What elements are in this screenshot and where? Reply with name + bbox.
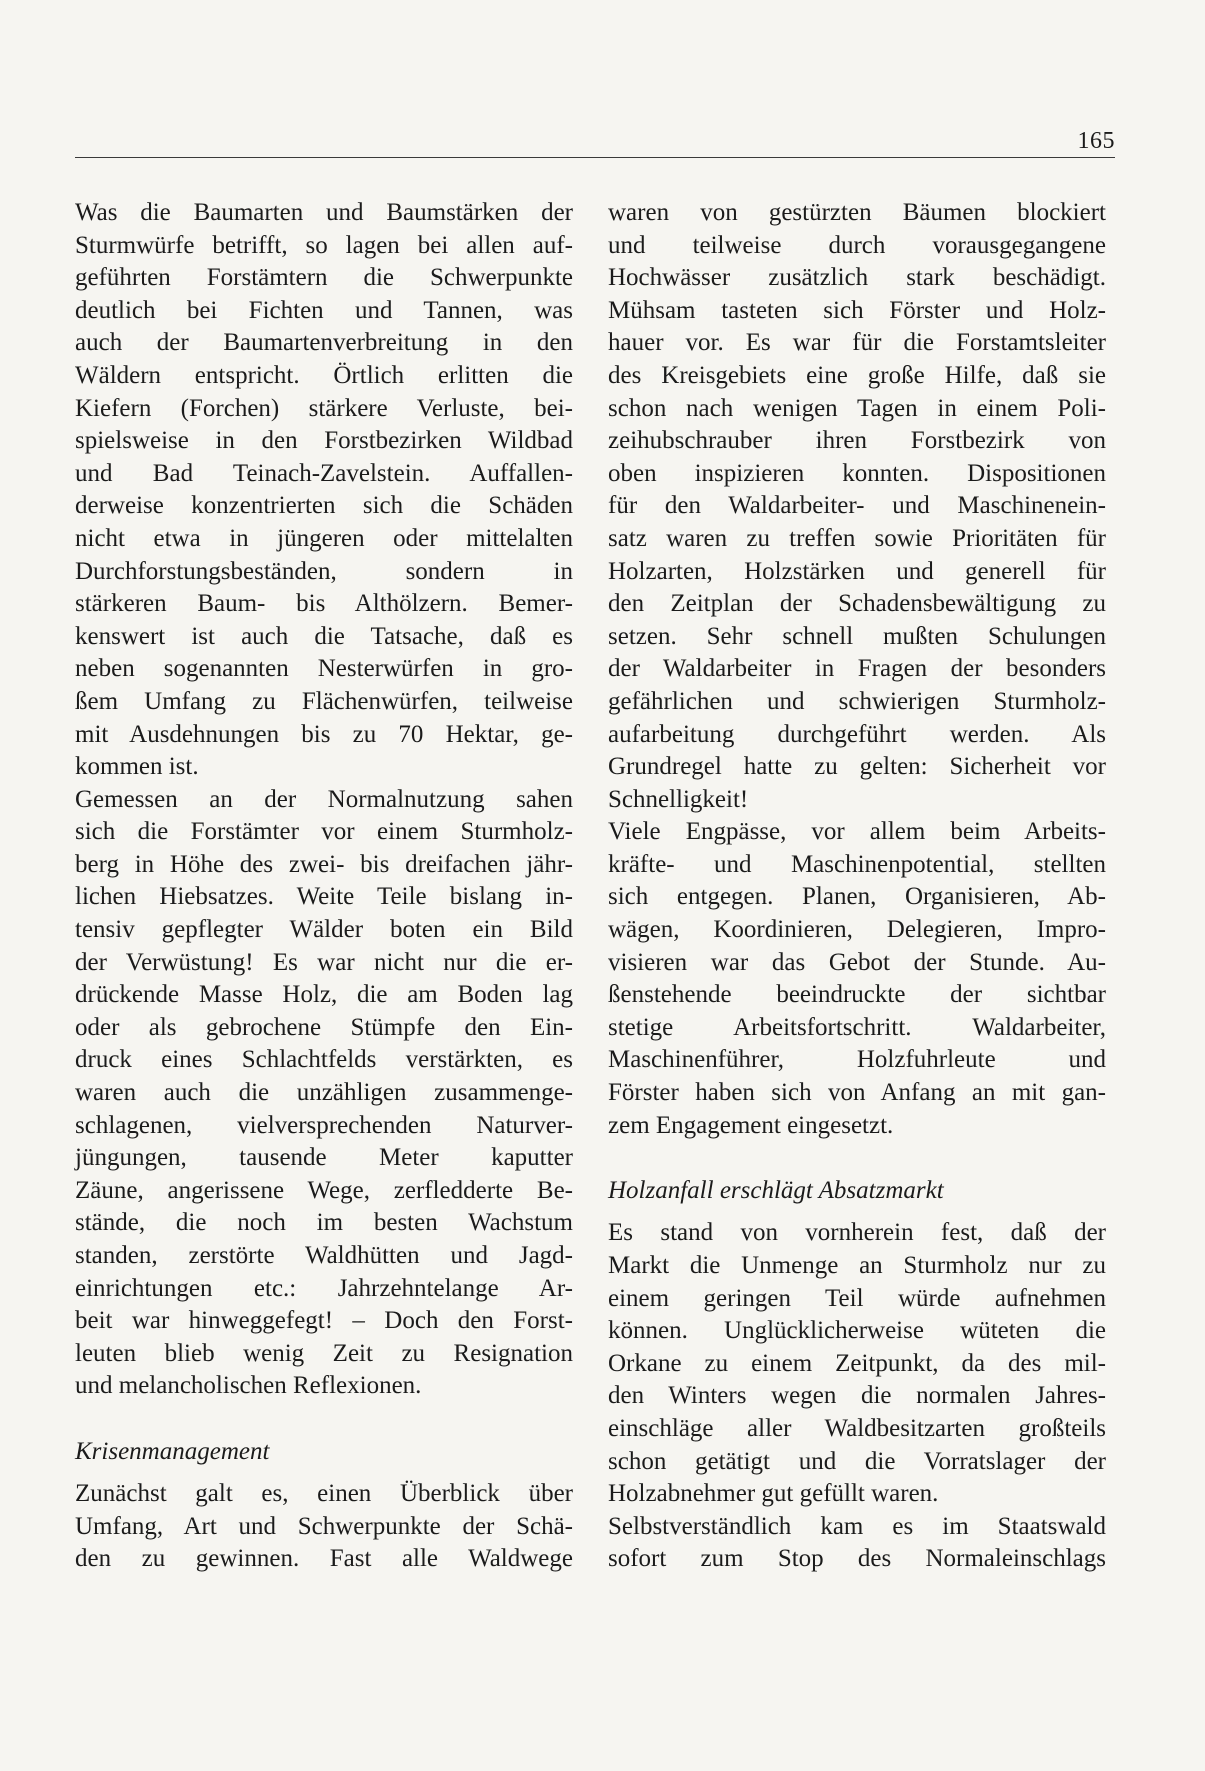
text-line: können. Unglücklicherweise wüteten die	[608, 1317, 1106, 1345]
text-line: einrichtungen etc.: Jahrzehntelange Ar-	[75, 1274, 573, 1302]
left-paragraph-3	[75, 1478, 573, 1576]
text-line: Gemessen an der Normalnutzung sahen	[75, 785, 573, 813]
text-line: Kiefern (Forchen) stärkere Verluste, bei-	[75, 394, 573, 422]
heading-gap	[608, 1207, 1106, 1217]
text-line: geführten Forstämtern die Schwerpunkte	[75, 264, 573, 292]
text-line: jüngungen, tausende Meter kaputter	[75, 1144, 573, 1172]
text-line: Hochwässer zusätzlich stark beschädigt.	[608, 264, 1106, 292]
text-line: einschläge aller Waldbesitzarten großteils	[608, 1414, 1106, 1442]
text-line: Es stand von vornherein fest, daß der	[608, 1219, 1106, 1247]
text-line: Orkane zu einem Zeitpunkt, da des mil-	[608, 1349, 1106, 1377]
text-line: ßem Umfang zu Flächenwürfen, teilweise	[75, 687, 573, 715]
page-number: 165	[1077, 128, 1115, 154]
header-rule	[75, 157, 1115, 158]
text-line: Wäldern entspricht. Örtlich erlitten die	[75, 361, 573, 389]
text-line: sich entgegen. Planen, Organisieren, Ab-	[608, 883, 1106, 911]
text-line: setzen. Sehr schnell mußten Schulungen	[608, 622, 1106, 650]
text-line: druck eines Schlachtfelds verstärkten, es	[75, 1046, 573, 1074]
text-line: beit war hinweggefegt! – Doch den Forst-	[75, 1307, 573, 1335]
text-line: Maschinenführer, Holzfuhrleute und	[608, 1046, 1106, 1074]
text-line: derweise konzentrierten sich die Schäden	[75, 492, 573, 520]
text-line: für den Waldarbeiter- und Maschinenein-	[608, 492, 1106, 520]
text-line: Sturmwürfe betrifft, so lagen bei allen auf-	[75, 231, 573, 259]
text-line: der Verwüstung! Es war nicht nur die er-	[75, 948, 573, 976]
text-line: waren auch die unzähligen zusammenge-	[75, 1079, 573, 1107]
text-line: zeihubschrauber ihren Forstbezirk von	[608, 427, 1106, 455]
text-line: Umfang, Art und Schwerpunkte der Schä-	[75, 1512, 573, 1540]
text-line: stände, die noch im besten Wachstum	[75, 1209, 573, 1237]
text-line: kräfte- und Maschinenpotential, stellten	[608, 850, 1106, 878]
text-line: Markt die Unmenge an Sturmholz nur zu	[608, 1252, 1106, 1279]
text-line: den zu gewinnen. Fast alle Waldwege	[75, 1545, 573, 1573]
text-line: deutlich bei Fichten und Tannen, was	[75, 296, 573, 324]
text-line: Viele Engpässe, vor allem beim Arbeits-	[608, 818, 1106, 846]
text-line: satz waren zu treffen sowie Prioritäten für	[608, 524, 1106, 552]
text-line: den Zeitplan der Schadensbewältigung zu	[608, 590, 1106, 618]
text-line: hauer vor. Es war für die Forstamtsleiter	[608, 329, 1106, 357]
text-line: Schnelligkeit!	[608, 785, 749, 813]
text-line: und melancholischen Reflexionen.	[75, 1372, 422, 1400]
text-line: Durchforstungsbeständen, sondern in	[75, 557, 573, 585]
paragraph-gap	[75, 1403, 573, 1436]
right-column	[608, 197, 1106, 1576]
text-line: zem Engagement eingesetzt.	[608, 1111, 894, 1139]
text-line: Holzabnehmer gut gefüllt waren.	[608, 1480, 939, 1508]
text-line: oben inspizieren konnten. Dispositionen	[608, 459, 1106, 487]
left-column	[75, 197, 573, 1576]
text-line: lichen Hiebsatzes. Weite Teile bislang in-	[75, 883, 573, 911]
right-paragraph-2	[608, 816, 1106, 1142]
text-line: wägen, Koordinieren, Delegieren, Impro-	[608, 916, 1106, 944]
text-line: einem geringen Teil würde aufnehmen	[608, 1284, 1106, 1312]
left-paragraph-1	[75, 197, 573, 784]
heading-gap	[75, 1468, 573, 1478]
text-line: berg in Höhe des zwei- bis dreifachen jähr-	[75, 850, 573, 878]
text-line: schlagenen, vielversprechenden Naturver-	[75, 1111, 573, 1139]
text-line: standen, zerstörte Waldhütten und Jagd-	[75, 1242, 573, 1269]
section-heading-holzanfall: Holzanfall erschlägt Absatzmarkt	[608, 1176, 944, 1204]
text-line: Zäune, angerissene Wege, zerfledderte Be-	[75, 1176, 573, 1204]
text-line: Mühsam tasteten sich Förster und Holz-	[608, 296, 1106, 324]
text-line: gefährlichen und schwierigen Sturmholz-	[608, 687, 1106, 715]
text-line: nicht etwa in jüngeren oder mittelalten	[75, 524, 573, 552]
text-line: Grundregel hatte zu gelten: Sicherheit vor	[608, 753, 1106, 781]
text-line: ßenstehende beeindruckte der sichtbar	[608, 981, 1106, 1009]
text-line: tensiv gepflegter Wälder boten ein Bild	[75, 916, 573, 944]
text-line: Selbstverständlich kam es im Staatswald	[608, 1512, 1106, 1540]
text-line: spielsweise in den Forstbezirken Wildbad	[75, 427, 573, 455]
text-line: Zunächst galt es, einen Überblick über	[75, 1480, 573, 1508]
text-line: der Waldarbeiter in Fragen der besonders	[608, 655, 1106, 683]
text-line: visieren war das Gebot der Stunde. Au-	[608, 948, 1106, 976]
text-line: und teilweise durch vorausgegangene	[608, 231, 1106, 259]
text-line: Förster haben sich von Anfang an mit gan-	[608, 1079, 1106, 1107]
text-line: stärkeren Baum- bis Althölzern. Bemer-	[75, 590, 573, 618]
text-line: auch der Baumartenverbreitung in den	[75, 329, 573, 357]
text-line: und Bad Teinach-Zavelstein. Auffallen-	[75, 459, 573, 487]
text-line: sich die Forstämter vor einem Sturmholz-	[75, 818, 573, 846]
right-paragraph-1	[608, 197, 1106, 816]
left-paragraph-2	[75, 784, 573, 1403]
text-line: Was die Baumarten und Baumstärken der	[75, 199, 573, 226]
text-line: des Kreisgebiets eine große Hilfe, daß sie	[608, 361, 1106, 389]
right-paragraph-4	[608, 1511, 1106, 1576]
text-line: sofort zum Stop des Normaleinschlags	[608, 1545, 1106, 1573]
text-line: neben sogenannten Nesterwürfen in gro-	[75, 655, 573, 683]
paragraph-gap	[608, 1142, 1106, 1175]
text-line: aufarbeitung durchgeführt werden. Als	[608, 720, 1106, 748]
text-line: oder als gebrochene Stümpfe den Ein-	[75, 1013, 573, 1041]
text-line: Holzarten, Holzstärken und generell für	[608, 557, 1106, 585]
section-heading-krisenmanagement: Krisenmanagement	[75, 1437, 270, 1465]
text-line: den Winters wegen die normalen Jahres-	[608, 1382, 1106, 1410]
text-line: drückende Masse Holz, die am Boden lag	[75, 981, 573, 1009]
text-line: leuten blieb wenig Zeit zu Resignation	[75, 1339, 573, 1367]
text-line: kenswert ist auch die Tatsache, daß es	[75, 622, 573, 650]
text-line: schon getätigt und die Vorratslager der	[608, 1447, 1106, 1475]
text-line: waren von gestürzten Bäumen blockiert	[608, 199, 1106, 226]
text-line: kommen ist.	[75, 753, 199, 781]
text-line: mit Ausdehnungen bis zu 70 Hektar, ge-	[75, 720, 573, 748]
right-paragraph-3	[608, 1217, 1106, 1510]
text-line: stetige Arbeitsfortschritt. Waldarbeiter,	[608, 1013, 1106, 1041]
text-line: schon nach wenigen Tagen in einem Poli-	[608, 394, 1106, 422]
